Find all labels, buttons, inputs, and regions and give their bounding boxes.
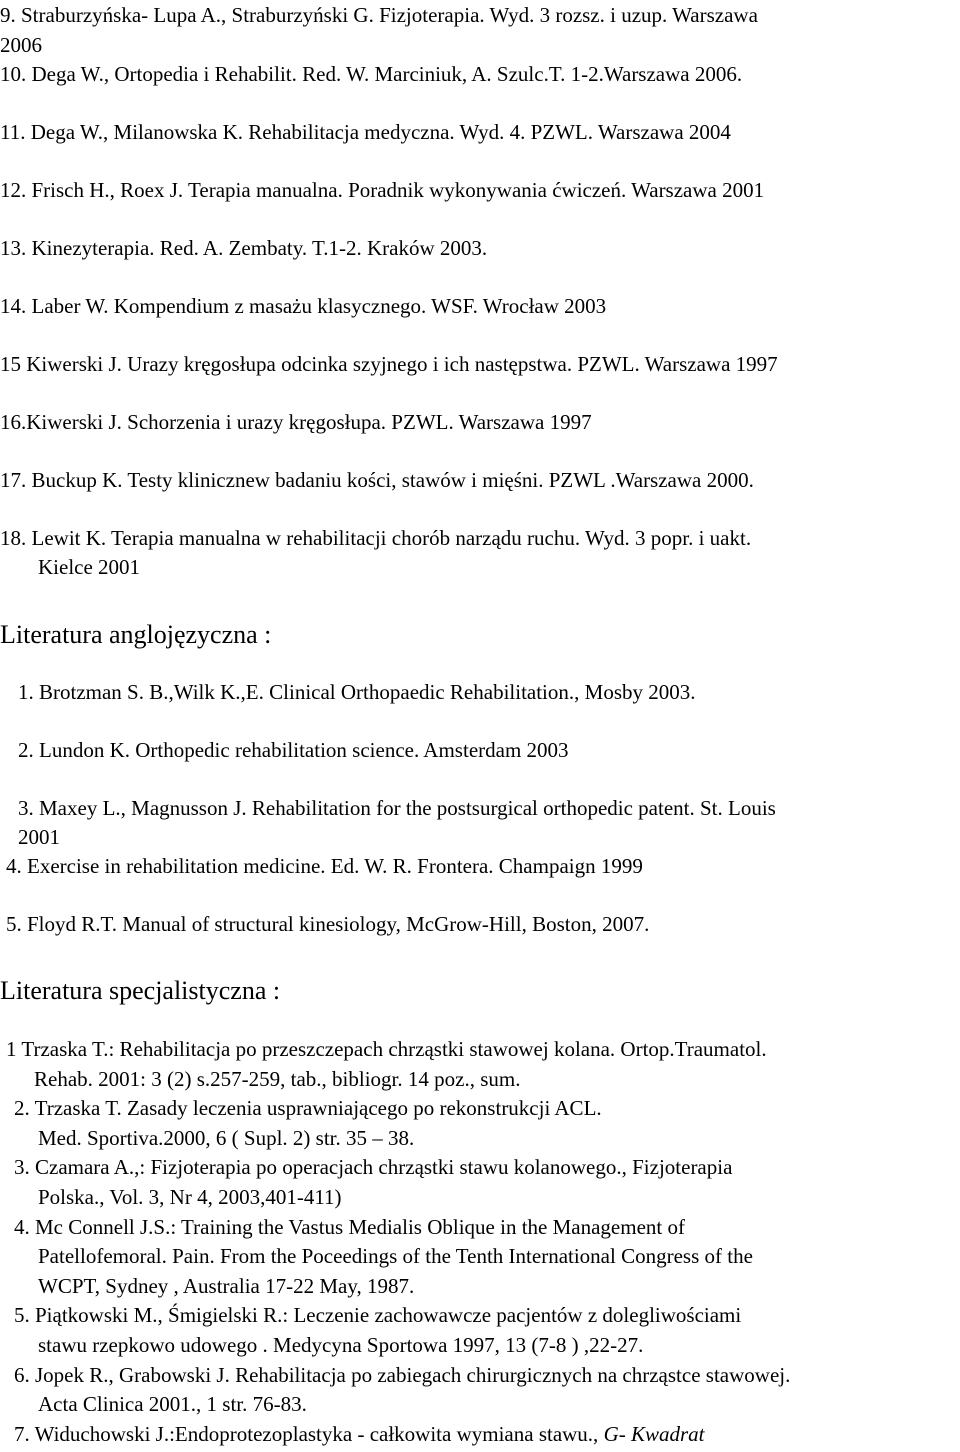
ref-line: 4. Exercise in rehabilitation medicine. Ed. W. R. Frontera. Champaign 1999 — [6, 854, 643, 878]
ref-line: 16.Kiwerski J. Schorzenia i urazy kręgosłupa. PZWL. Warszawa 1997 — [0, 410, 592, 434]
ref-line: 6. Jopek R., Grabowski J. Rehabilitacja po zabiegach chirurgicznych na chrząstce stawowej. — [14, 1363, 791, 1387]
ref-line-last — [14, 1421, 705, 1447]
ref-line: 14. Laber W. Kompendium z masażu klasycznego. WSF. Wrocław 2003 — [0, 294, 607, 318]
ref-line: 17. Buckup K. Testy klinicznew badaniu kości, stawów i mięśni. PZWL .Warszawa 2000. — [0, 468, 754, 492]
section-heading-english: Literatura anglojęzyczna : — [0, 620, 272, 649]
ref-line: 12. Frisch H., Roex J. Terapia manualna. Poradnik wykonywania ćwiczeń. Warszawa 2001 — [0, 178, 765, 202]
ref-line: 4. Mc Connell J.S.: Training the Vastus Medialis Oblique in the Management of — [14, 1215, 685, 1239]
ref-line: 2001 — [18, 825, 60, 849]
ref-text: 7. Widuchowski J.:Endoprotezoplastyka - całkowita wymiana stawu., — [14, 1422, 604, 1446]
ref-line: 18. Lewit K. Terapia manualna w rehabilitacji chorób narządu ruchu. Wyd. 3 popr. i uakt. — [0, 526, 752, 550]
ref-line: 9. Straburzyńska- Lupa A., Straburzyński G. Fizjoterapia. Wyd. 3 rozsz. i uzup. Warszawa — [0, 3, 758, 27]
ref-line: 11. Dega W., Milanowska K. Rehabilitacja medyczna. Wyd. 4. PZWL. Warszawa 2004 — [0, 120, 731, 144]
ref-line: 2. Lundon K. Orthopedic rehabilitation science. Amsterdam 2003 — [18, 738, 569, 762]
ref-line: 13. Kinezyterapia. Red. A. Zembaty. T.1-2. Kraków 2003. — [0, 236, 488, 260]
ref-line: Patellofemoral. Pain. From the Poceedings of the Tenth International Congress of the — [38, 1244, 753, 1268]
publisher-italic: G- Kwadrat — [603, 1422, 705, 1446]
ref-line: 1 Trzaska T.: Rehabilitacja po przeszczepach chrząstki stawowej kolana. Ortop.Traumatol. — [6, 1037, 767, 1061]
ref-line: stawu rzepkowo udowego . Medycyna Sportowa 1997, 13 (7-8 ) ,22-27. — [38, 1333, 644, 1357]
ref-line: 3. Maxey L., Magnusson J. Rehabilitation for the postsurgical orthopedic patent. St. Louis — [18, 796, 776, 820]
ref-line: 2. Trzaska T. Zasady leczenia usprawniającego po rekonstrukcji ACL. — [14, 1096, 602, 1120]
ref-line: WCPT, Sydney , Australia 17-22 May, 1987. — [38, 1274, 415, 1298]
ref-line: 5. Piątkowski M., Śmigielski R.: Leczenie zachowawcze pacjentów z dolegliwościami — [14, 1303, 742, 1327]
section-heading-specialist: Literatura specjalistyczna : — [0, 976, 281, 1005]
ref-line: Med. Sportiva.2000, 6 ( Supl. 2) str. 35 – 38. — [38, 1126, 415, 1150]
ref-line: Acta Clinica 2001., 1 str. 76-83. — [38, 1392, 307, 1416]
ref-line: 10. Dega W., Ortopedia i Rehabilit. Red. W. Marciniuk, A. Szulc.T. 1-2.Warszawa 2006. — [0, 62, 743, 86]
ref-line: 2006 — [0, 33, 42, 57]
ref-line: 3. Czamara A.,: Fizjoterapia po operacjach chrząstki stawu kolanowego., Fizjoterapia — [14, 1155, 733, 1179]
ref-line: 15 Kiwerski J. Urazy kręgosłupa odcinka szyjnego i ich następstwa. PZWL. Warszawa 1997 — [0, 352, 778, 376]
ref-line: Kielce 2001 — [38, 555, 141, 579]
ref-line: Polska., Vol. 3, Nr 4, 2003,401-411) — [38, 1185, 342, 1209]
ref-line: Rehab. 2001: 3 (2) s.257-259, tab., bibliogr. 14 poz., sum. — [34, 1067, 521, 1091]
ref-line: 1. Brotzman S. B.,Wilk K.,E. Clinical Orthopaedic Rehabilitation., Mosby 2003. — [18, 680, 696, 704]
ref-line: 5. Floyd R.T. Manual of structural kinesiology, McGrow-Hill, Boston, 2007. — [6, 912, 650, 936]
